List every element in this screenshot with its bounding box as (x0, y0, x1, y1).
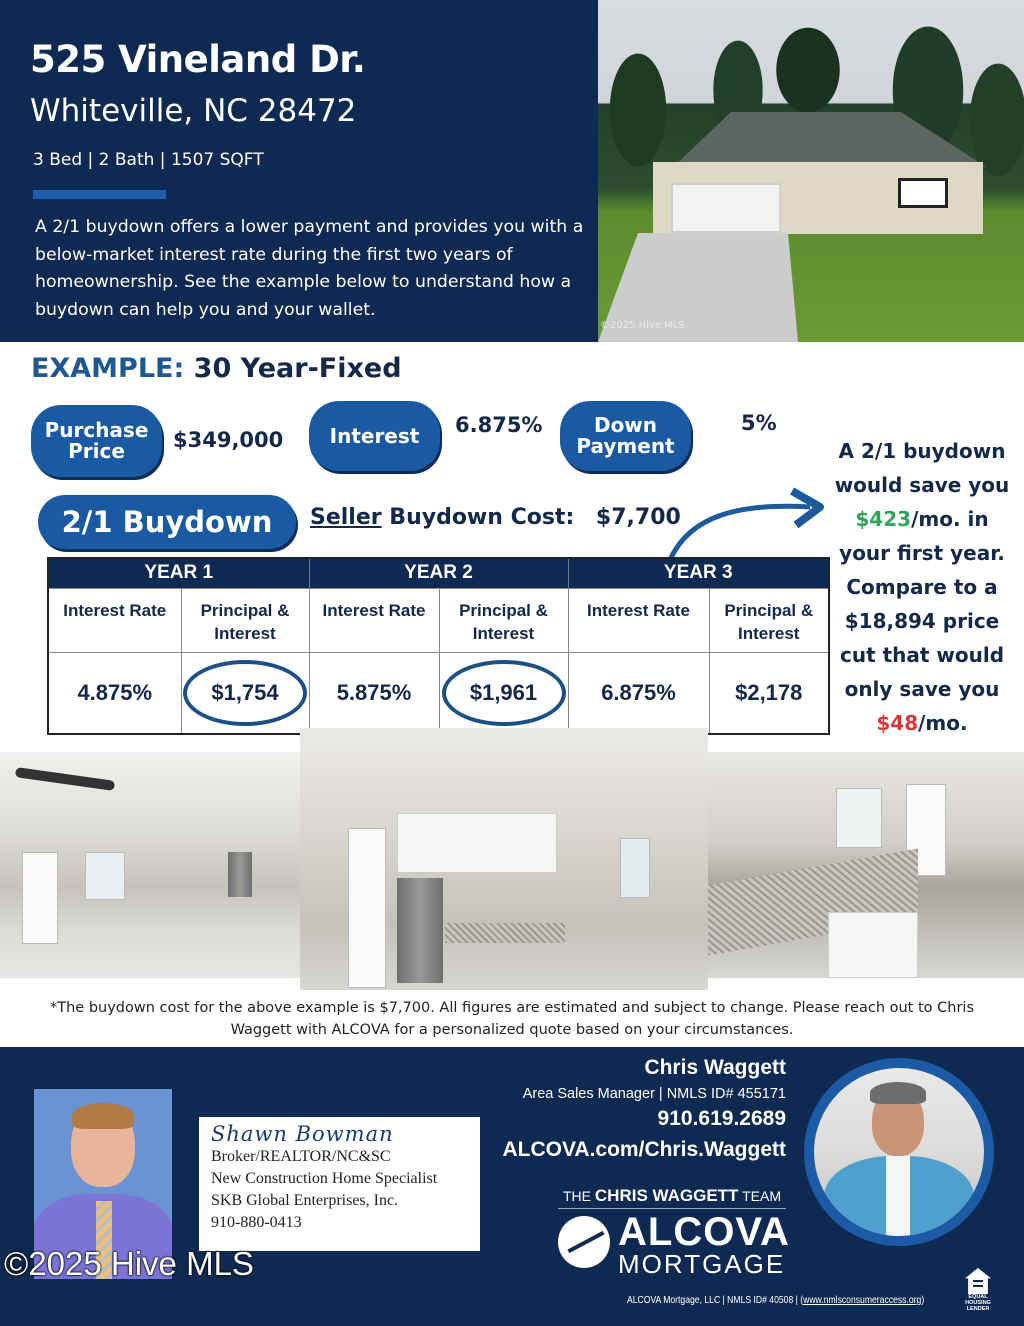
property-specs: 3 Bed | 2 Bath | 1507 SQFT (33, 150, 264, 170)
agent-signature: Shawn Bowman (211, 1122, 394, 1146)
disclaimer: *The buydown cost for the above example is $7,700. All figures are estimated and subject to change. Please reach out to Chris Waggett with ALCOVA for a personalized quote based on your circumstances. (50, 1000, 974, 1038)
y2-pi: $1,961 (439, 652, 568, 734)
agent-company: SKB Global Enterprises, Inc. (211, 1192, 399, 1209)
example-heading (31, 353, 402, 384)
y2-rate-header: Interest Rate (309, 588, 439, 652)
equal-housing-icon (965, 1268, 991, 1294)
seller-cost-label: Buydown Cost: (389, 505, 575, 530)
agent-title: Broker/REALTOR/NC&SC (211, 1148, 391, 1165)
accent-divider (33, 190, 166, 199)
property-address: 525 Vineland Dr. (30, 38, 366, 81)
loan-officer-phone[interactable]: 910.619.2689 (657, 1107, 786, 1130)
team-label: THE CHRIS WAGGETT TEAM (563, 1186, 781, 1205)
agent-specialty: New Construction Home Specialist (211, 1170, 438, 1187)
equal-housing-lender: EQUAL HOUSING LENDER (963, 1268, 993, 1308)
buydown-pill: 2/1 Buydown (38, 495, 296, 549)
y1-rate-header: Interest Rate (48, 588, 181, 652)
y3-rate-header: Interest Rate (568, 588, 709, 652)
interior-photo-living (0, 752, 300, 978)
lower-cabinets (828, 912, 918, 978)
alcova-mortgage: MORTGAGE (618, 1249, 786, 1279)
mls-watermark: ©2025 Hive MLS (4, 1245, 254, 1282)
down-payment-value: 5% (741, 411, 777, 435)
down-payment-pill: Down Payment (560, 401, 691, 471)
year-1-header: YEAR 1 (48, 558, 309, 588)
seller-cost-amount: $7,700 (595, 505, 681, 530)
loan-type: 30 Year-Fixed (193, 353, 402, 384)
house-exterior-photo (598, 0, 1024, 342)
legal-line: ALCOVA Mortgage, LLC | NMLS ID# 40508 | (www.nmlsconsumeraccess.org) (627, 1294, 925, 1306)
garage-door (671, 183, 781, 233)
house-window (898, 178, 948, 208)
y3-pi-header: Principal & Interest (709, 588, 829, 652)
interior-photo-sink (708, 752, 1024, 978)
y1-pi: $1,754 (181, 652, 309, 734)
interest-pill: Interest (309, 401, 440, 471)
loan-officer-photo (804, 1058, 994, 1246)
alcova-brand: ALCOVA (618, 1210, 790, 1254)
property-city: Whiteville, NC 28472 (30, 93, 357, 129)
highlight-circle (442, 660, 566, 726)
year-3-header: YEAR 3 (568, 558, 829, 588)
interest-value: 6.875% (455, 413, 543, 437)
pantry-door (348, 828, 386, 988)
interior-photo-kitchen (300, 728, 708, 990)
column-header-row (48, 588, 829, 652)
seller-buydown-cost (310, 505, 681, 530)
upper-cabinets (397, 813, 557, 873)
window (620, 838, 650, 898)
purchase-price-value: $349,000 (173, 428, 284, 452)
fridge (228, 852, 252, 897)
price-cut-savings: $48 (876, 711, 919, 735)
window (836, 788, 882, 848)
intro-paragraph: A 2/1 buydown offers a lower payment and provides you with a below-market interest rate during the first two years of homeownership. See the example below to understand how a buydown can help you and your wallet. (35, 217, 584, 320)
y2-rate: 5.875% (309, 652, 439, 734)
purchase-price-pill: Purchase Price (31, 405, 162, 477)
countertop (445, 923, 565, 943)
window (85, 852, 125, 900)
ceiling-fan (15, 767, 115, 791)
loan-officer-url[interactable]: ALCOVA.com/Chris.Waggett (502, 1138, 786, 1161)
loan-officer-title: Area Sales Manager | NMLS ID# 455171 (522, 1086, 786, 1102)
team-divider (558, 1208, 786, 1209)
door (22, 852, 58, 944)
alcova-globe-icon (558, 1216, 610, 1268)
year-header-row (48, 558, 829, 588)
seller-word: Seller (310, 505, 382, 530)
y3-rate: 6.875% (568, 652, 709, 734)
savings-callout: A 2/1 buydown would save you $423/mo. in your first year. Compare to a $18,894 price cut that would only save you $48/mo. (834, 439, 1010, 735)
photo-watermark: ©2025 Hive MLS (600, 320, 685, 331)
year-2-header: YEAR 2 (309, 558, 568, 588)
y3-pi: $2,178 (709, 652, 829, 734)
example-label: EXAMPLE: (31, 353, 185, 384)
highlight-circle (183, 660, 307, 726)
loan-officer-name: Chris Waggett (644, 1056, 786, 1079)
y1-rate: 4.875% (48, 652, 181, 734)
buydown-table (47, 557, 830, 735)
fridge (397, 878, 443, 983)
nmls-link[interactable]: www.nmlsconsumeraccess.org (803, 1294, 922, 1306)
values-row (48, 652, 829, 734)
y2-pi-header: Principal & Interest (439, 588, 568, 652)
agent-card (199, 1117, 480, 1251)
y1-pi-header: Principal & Interest (181, 588, 309, 652)
curved-arrow-icon (660, 485, 830, 565)
savings-amount: $423 (855, 507, 912, 531)
agent-phone[interactable]: 910-880-0413 (211, 1214, 302, 1231)
